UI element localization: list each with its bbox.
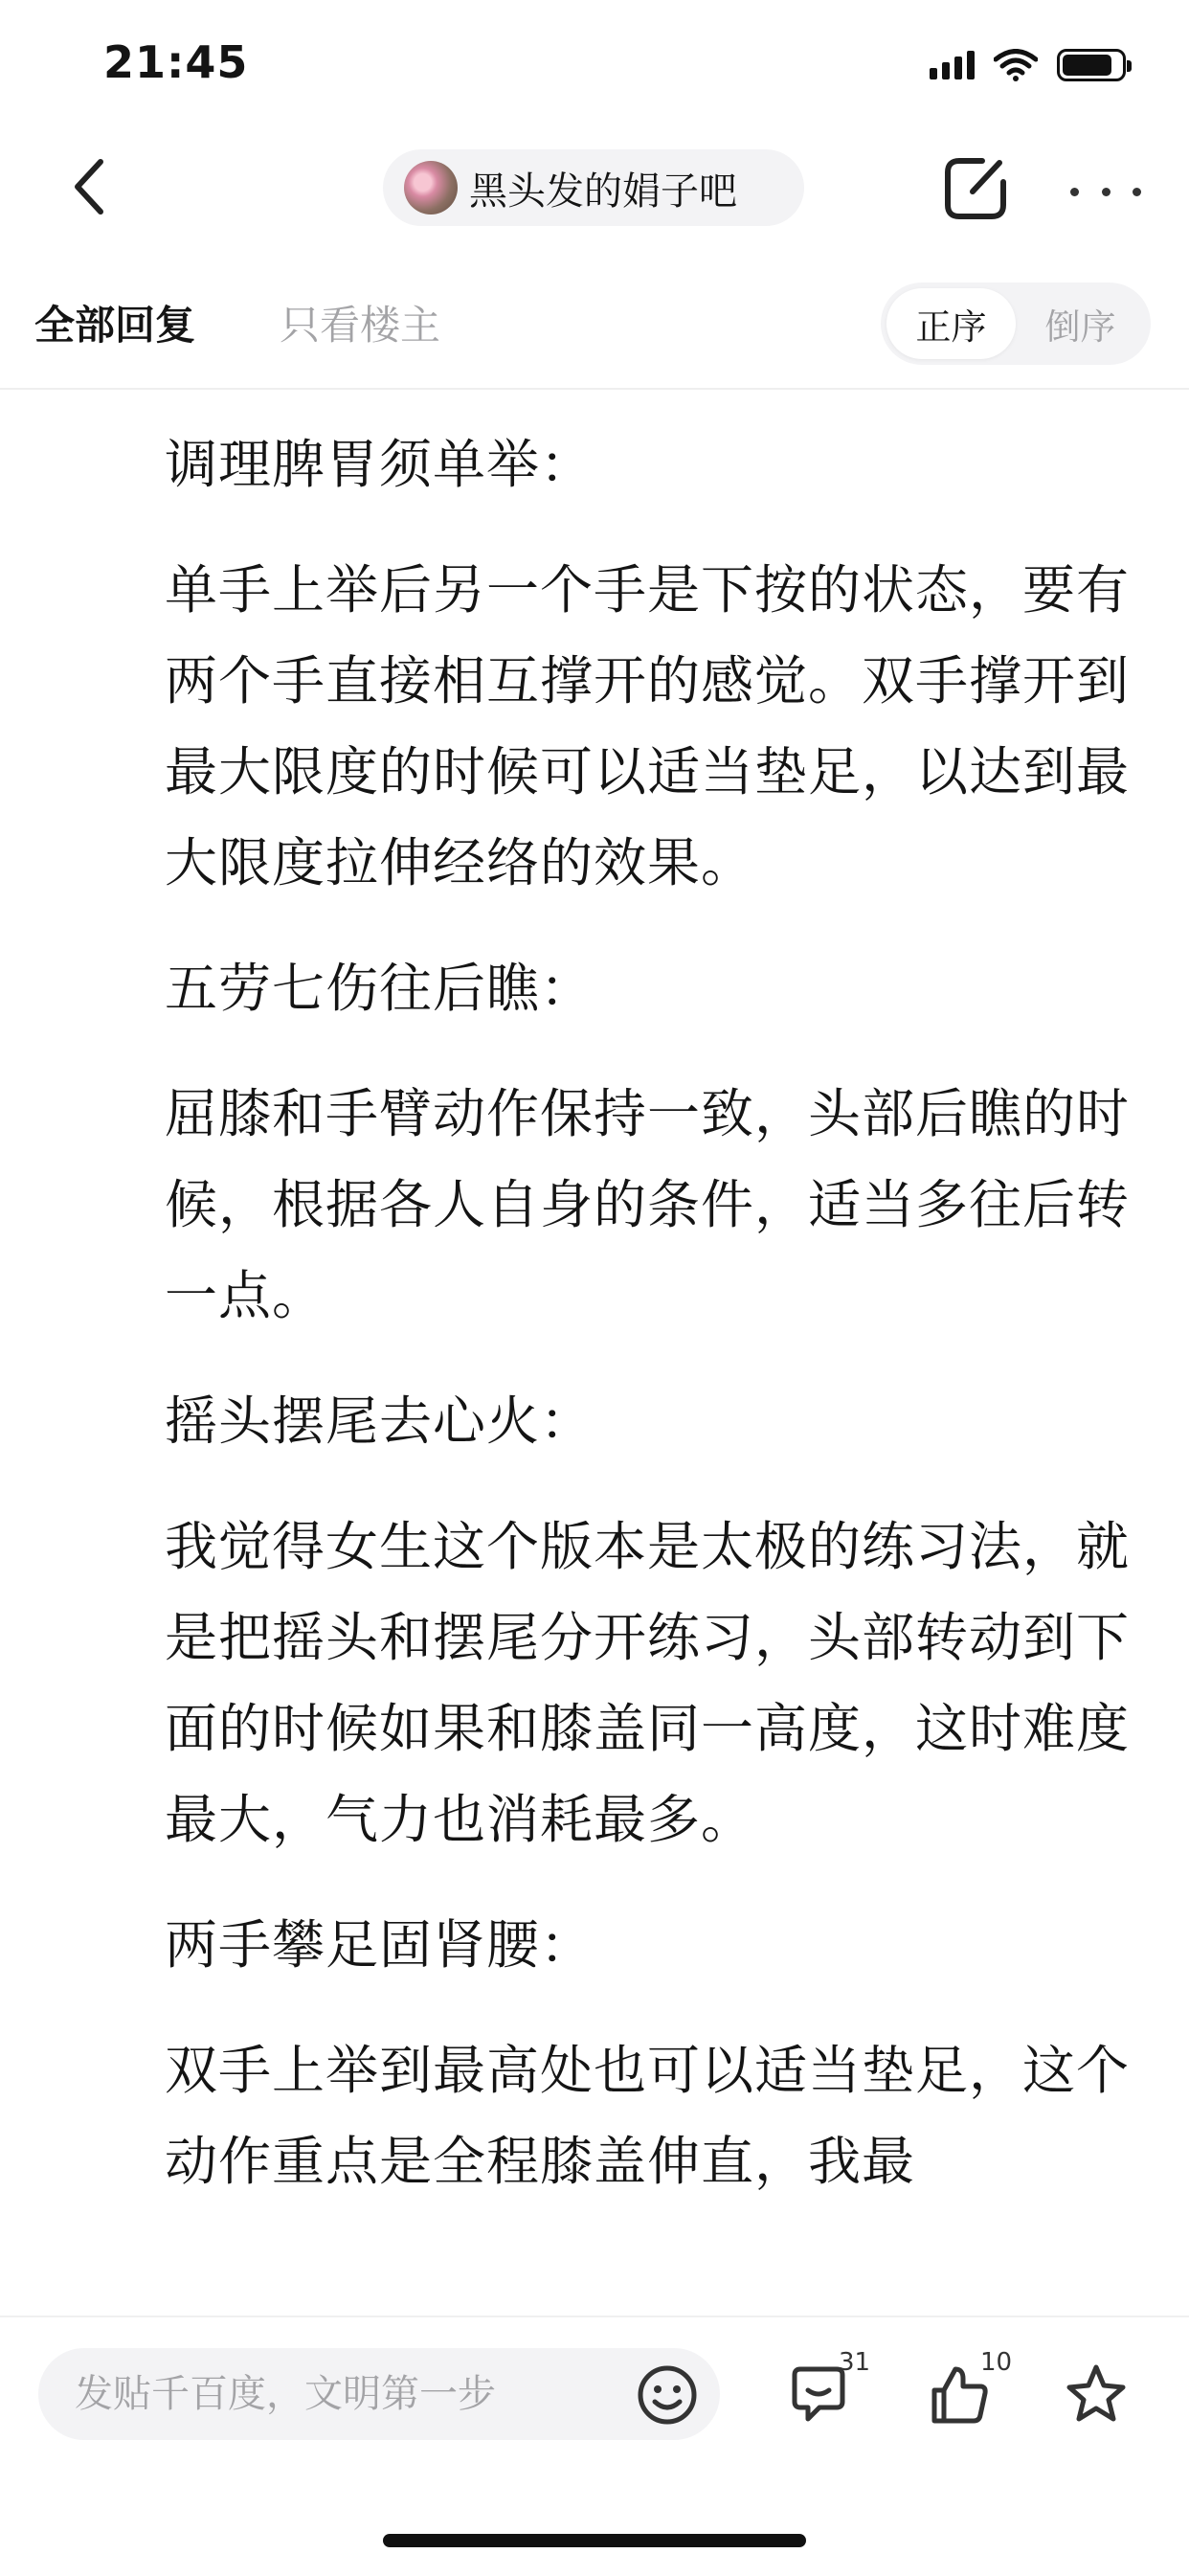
more-button[interactable] xyxy=(1070,172,1141,211)
star-icon xyxy=(1063,2361,1130,2429)
chevron-left-icon xyxy=(70,156,108,217)
post-paragraph: 单手上举后另一个手是下按的状态，要有两个手直接相互撑开的感觉。双手撑开到最大限度的时候可以适当垫足，以达到最大限度拉伸经络的效果。 xyxy=(165,559,1131,893)
status-icons xyxy=(930,46,1126,84)
home-indicator xyxy=(383,2534,806,2547)
comment-count: 31 xyxy=(839,2348,871,2377)
more-dot xyxy=(1102,188,1110,196)
post-body xyxy=(165,419,1141,2242)
favorite-button[interactable] xyxy=(1063,2356,1139,2432)
like-button[interactable] xyxy=(927,2348,1013,2432)
nav-bar xyxy=(0,134,1189,239)
reply-input[interactable] xyxy=(38,2348,720,2440)
post-paragraph: 我觉得女生这个版本是太极的练习法，就是把摇头和摆尾分开练习，头部转动到下面的时候如果和膝盖同一高度，这时难度最大，气力也消耗最多。 xyxy=(165,1516,1131,1850)
battery-icon xyxy=(1057,49,1126,81)
forum-avatar xyxy=(404,161,458,215)
status-time: 21:45 xyxy=(103,36,249,88)
wifi-icon xyxy=(994,49,1038,81)
smiley-icon xyxy=(636,2363,699,2427)
edit-icon xyxy=(940,153,1011,224)
sort-desc-button[interactable]: 倒序 xyxy=(1044,306,1116,348)
post-paragraph: 双手上举到最高处也可以适当垫足，这个动作重点是全程膝盖伸直，我最 xyxy=(165,2040,1131,2192)
forum-name: 黑头发的娟子吧 xyxy=(469,169,737,214)
status-bar xyxy=(0,0,1189,124)
forum-pill[interactable] xyxy=(383,149,804,226)
sort-asc-button[interactable]: 正序 xyxy=(886,288,1016,359)
more-dot xyxy=(1133,188,1141,196)
post-paragraph: 摇头摆尾去心火： xyxy=(165,1390,594,1452)
reply-filter-row xyxy=(0,273,1189,390)
more-dot xyxy=(1070,188,1079,196)
post-paragraph: 屈膝和手臂动作保持一致，头部后瞧的时候，根据各人自身的条件，适当多往后转一点。 xyxy=(165,1083,1131,1326)
tab-op-only[interactable]: 只看楼主 xyxy=(280,302,441,349)
comment-button[interactable] xyxy=(785,2348,871,2432)
like-count: 10 xyxy=(980,2348,1013,2377)
emoji-button[interactable] xyxy=(636,2363,699,2427)
post-paragraph: 五劳七伤往后瞧： xyxy=(165,958,594,1019)
sort-toggle xyxy=(881,282,1151,365)
back-button[interactable] xyxy=(56,153,123,220)
post-paragraph: 调理脾胃须单举： xyxy=(165,434,594,495)
tab-all-replies[interactable]: 全部回复 xyxy=(34,302,196,349)
edit-button[interactable] xyxy=(940,153,1011,224)
post-paragraph: 两手攀足固肾腰： xyxy=(165,1914,594,1976)
cellular-signal-icon xyxy=(930,51,975,79)
